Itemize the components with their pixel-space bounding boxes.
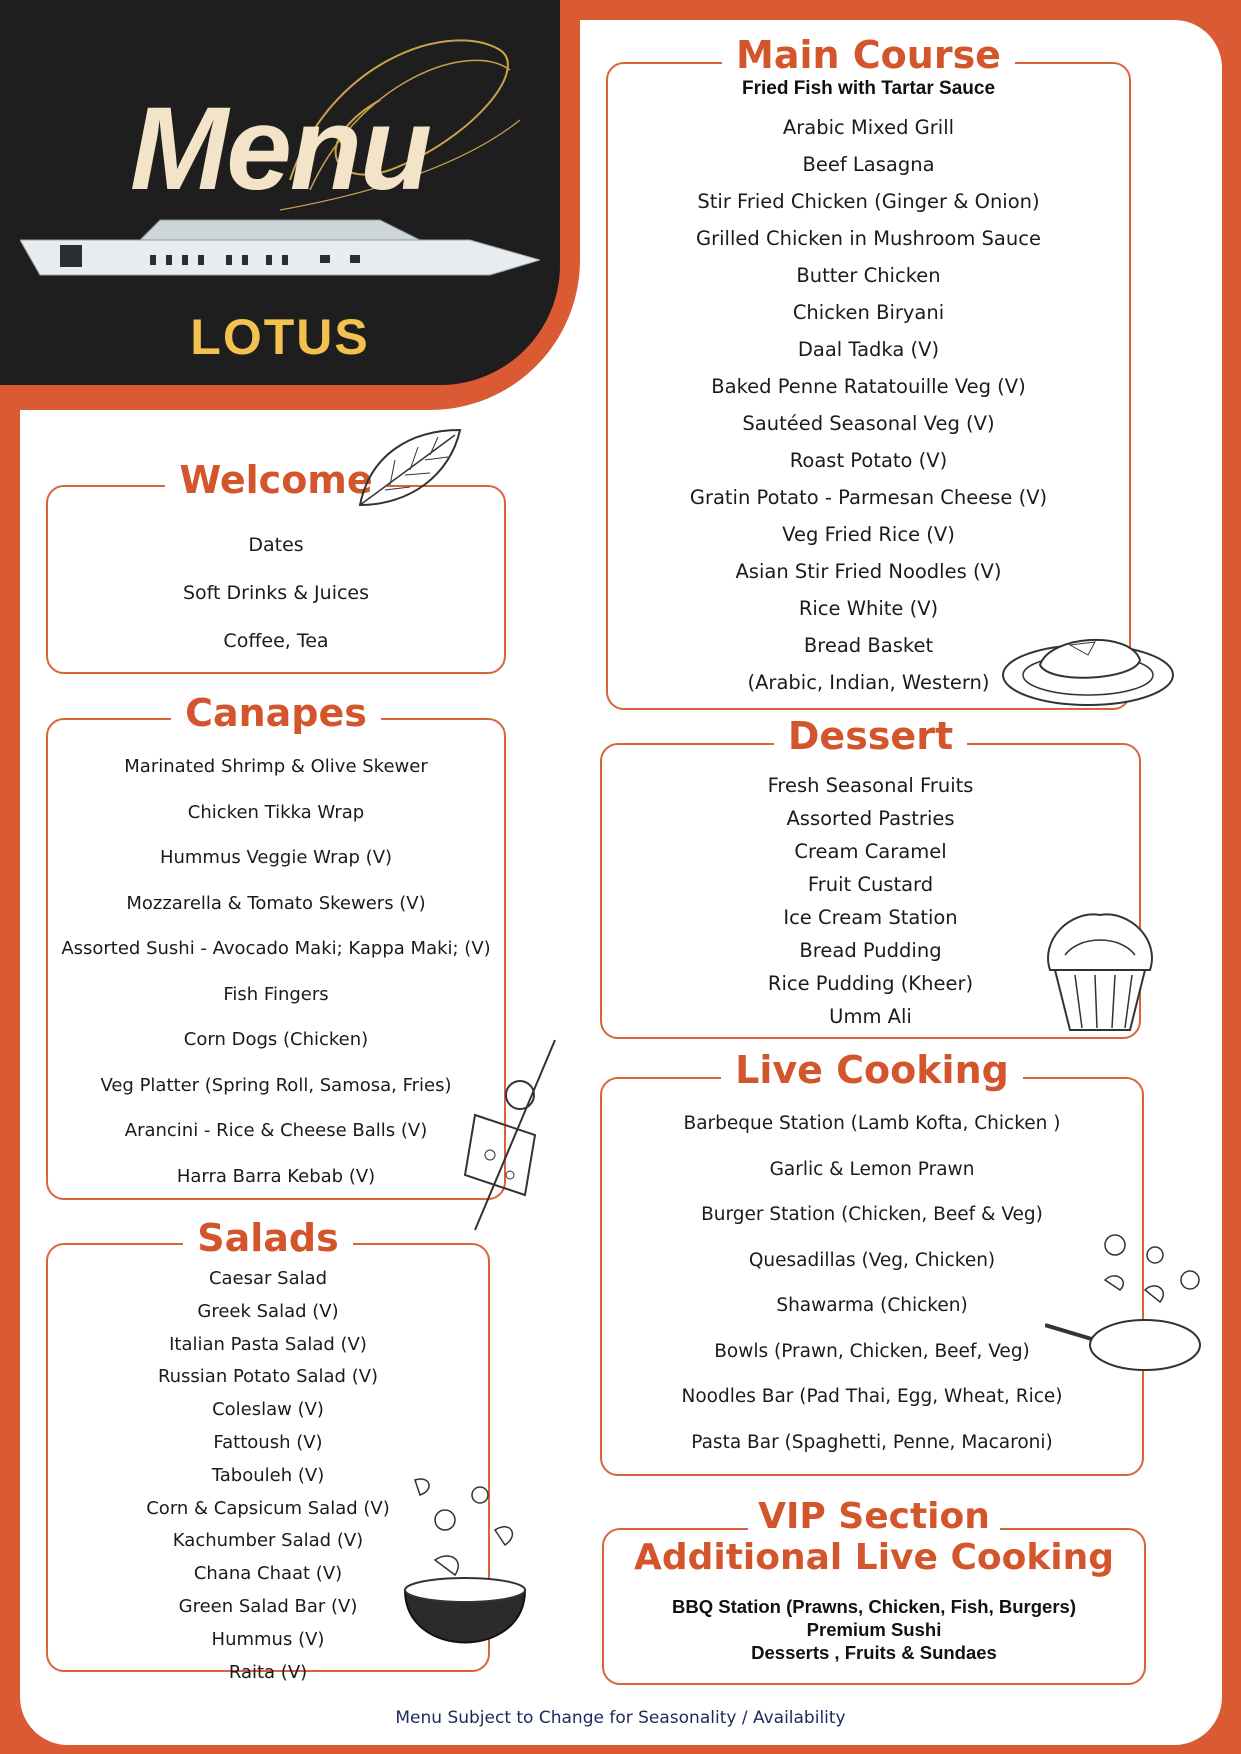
menu-item: Beef Lasagna — [802, 153, 935, 176]
welcome-title: Welcome — [48, 461, 504, 499]
menu-item: Tabouleh (V) — [211, 1464, 325, 1486]
live-cooking-title: Live Cooking — [602, 1051, 1142, 1089]
menu-item: Soft Drinks & Juices — [182, 582, 370, 604]
menu-item: Burger Station (Chicken, Beef & Veg) — [701, 1204, 1043, 1225]
menu-item: Umm Ali — [829, 1005, 912, 1028]
menu-item: Assorted Pastries — [786, 807, 955, 830]
menu-item: Fish Fingers — [223, 983, 329, 1005]
frying-pan-icon — [1045, 1230, 1215, 1380]
main-course-title: Main Course — [608, 36, 1129, 74]
menu-item: Corn & Capsicum Salad (V) — [146, 1497, 390, 1519]
menu-item: Coleslaw (V) — [212, 1399, 324, 1421]
menu-item: Sautéed Seasonal Veg (V) — [742, 412, 995, 435]
menu-item: Gratin Potato - Parmesan Cheese (V) — [689, 486, 1048, 509]
menu-item: Italian Pasta Salad (V) — [169, 1333, 367, 1355]
menu-item: (Arabic, Indian, Western) — [747, 671, 990, 694]
menu-item: Barbeque Station (Lamb Kofta, Chicken ) — [683, 1113, 1061, 1134]
main-course-section — [606, 33, 1131, 710]
menu-item: Daal Tadka (V) — [797, 338, 940, 361]
menu-item: Fattoush (V) — [213, 1431, 323, 1453]
main-course-first-item: Fried Fish with Tartar Sauce — [741, 78, 996, 99]
main-course-items — [608, 109, 1129, 701]
menu-item: Ice Cream Station — [783, 906, 958, 929]
menu-item: Fruit Custard — [807, 873, 934, 896]
menu-item: Grilled Chicken in Mushroom Sauce — [696, 227, 1041, 250]
menu-item: Baked Penne Ratatouille Veg (V) — [711, 375, 1026, 398]
menu-item: Desserts , Fruits & Sundaes — [751, 1642, 997, 1663]
vip-section — [602, 1496, 1146, 1685]
menu-item: Butter Chicken — [796, 264, 941, 287]
canapes-title: Canapes — [48, 694, 504, 732]
salads-title: Salads — [48, 1219, 488, 1257]
vip-items — [604, 1595, 1144, 1664]
menu-item: Bowls (Prawn, Chicken, Beef, Veg) — [714, 1340, 1030, 1362]
skewer-icon — [455, 1035, 565, 1235]
vip-title-line2: Additional Live Cooking — [633, 1537, 1115, 1579]
menu-item: Mozzarella & Tomato Skewers (V) — [126, 892, 426, 914]
menu-item: Coffee, Tea — [223, 630, 329, 652]
menu-item: Arancini - Rice & Cheese Balls (V) — [124, 1120, 428, 1141]
menu-item: Arabic Mixed Grill — [782, 116, 955, 139]
dessert-title: Dessert — [602, 717, 1139, 755]
menu-item: Assorted Sushi - Avocado Maki; Kappa Maki; (V) — [61, 938, 491, 959]
menu-item: Corn Dogs (Chicken) — [183, 1029, 369, 1050]
menu-item: Roast Potato (V) — [789, 449, 948, 472]
menu-item: Asian Stir Fried Noodles (V) — [735, 560, 1002, 583]
menu-item: Hummus Veggie Wrap (V) — [159, 847, 393, 868]
menu-item: Bread Pudding — [799, 939, 942, 962]
menu-item: Chicken Tikka Wrap — [187, 801, 365, 823]
menu-item: Chicken Biryani — [792, 301, 945, 324]
menu-item: Stir Fried Chicken (Ginger & Onion) — [697, 190, 1040, 213]
canapes-section — [46, 691, 506, 1200]
canapes-items — [48, 744, 504, 1199]
menu-item: Raita (V) — [228, 1661, 308, 1683]
menu-item: Kachumber Salad (V) — [172, 1530, 364, 1552]
menu-item: Green Salad Bar (V) — [178, 1595, 358, 1617]
menu-item: Hummus (V) — [211, 1628, 325, 1650]
menu-item: Premium Sushi — [806, 1619, 942, 1640]
menu-item: Fresh Seasonal Fruits — [767, 774, 974, 797]
salad-bowl-icon — [395, 1460, 535, 1680]
vip-title-line1: VIP Section — [748, 1496, 1000, 1537]
menu-item: Dates — [248, 534, 304, 556]
left-accent-stripe — [0, 385, 20, 1754]
menu-item: Shawarma (Chicken) — [776, 1295, 968, 1316]
menu-item: Caesar Salad — [208, 1268, 328, 1289]
menu-item: Rice Pudding (Kheer) — [767, 972, 974, 995]
menu-item: Chana Chaat (V) — [193, 1563, 343, 1585]
steak-plate-icon — [1000, 620, 1190, 715]
menu-item: Garlic & Lemon Prawn — [769, 1158, 975, 1180]
menu-item: Veg Fried Rice (V) — [782, 523, 955, 546]
menu-item: Veg Platter (Spring Roll, Samosa, Fries) — [100, 1074, 452, 1096]
cupcake-icon — [1040, 900, 1160, 1040]
leaf-icon — [350, 425, 470, 515]
footer-note: Menu Subject to Change for Seasonality / Availability — [395, 1708, 846, 1728]
vip-title — [604, 1496, 1144, 1579]
menu-item: Harra Barra Kebab (V) — [176, 1165, 376, 1187]
menu-item: BBQ Station (Prawns, Chicken, Fish, Burgers) — [672, 1596, 1076, 1617]
menu-item: Pasta Bar (Spaghetti, Penne, Macaroni) — [691, 1431, 1053, 1453]
menu-title: Menu — [130, 83, 431, 215]
menu-item: Quesadillas (Veg, Chicken) — [748, 1249, 996, 1271]
welcome-items — [48, 521, 504, 665]
menu-item: Russian Potato Salad (V) — [157, 1366, 379, 1388]
menu-item: Cream Caramel — [794, 840, 947, 863]
menu-item: Greek Salad (V) — [197, 1300, 339, 1322]
yacht-illustration — [20, 215, 540, 295]
menu-item: Marinated Shrimp & Olive Skewer — [124, 756, 428, 777]
brand-name: LOTUS — [190, 309, 370, 365]
menu-item: Rice White (V) — [798, 597, 939, 620]
menu-item: Noodles Bar (Pad Thai, Egg, Wheat, Rice) — [681, 1386, 1063, 1407]
menu-item: Bread Basket — [803, 634, 934, 657]
